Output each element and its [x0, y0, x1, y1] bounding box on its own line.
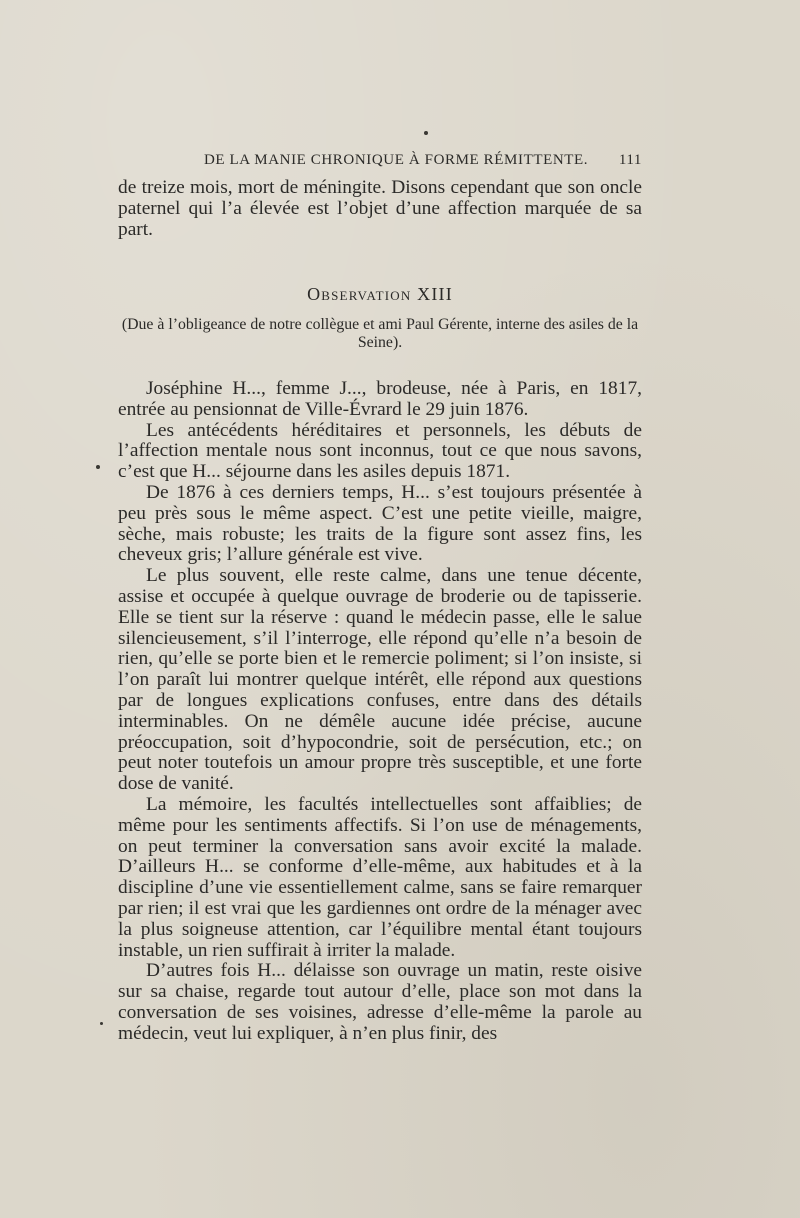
paper-speck	[100, 1022, 103, 1025]
body-text-block	[118, 379, 642, 1045]
page-number: 111	[618, 152, 642, 168]
running-head-title: DE LA MANIE CHRONIQUE À FORME RÉMITTENTE.	[204, 152, 589, 168]
paragraph: Les antécédents héréditaires et personnels, les débuts de l’affection mentale nous sont inconnus, tout ce que nous savons, c’est que H... séjourne dans les asiles depuis 1871.	[118, 419, 642, 483]
paragraph: Le plus souvent, elle reste calme, dans une tenue décente, assise et occupée à quelque ouvrage de broderie ou de tapisserie. Elle se tient sur la réserve : quand le médecin passe, elle le salue silencieusement, s’il l’interroge, elle répond qu’elle n’a besoin de rien, qu’elle se porte bien et le remercie poliment; si l’on insiste, si l’on paraît lui montrer quelque intérêt, elle répond aux questions par de longues explications confuses, entre dans des détails interminables. On ne démêle aucune idée précise, aucune préoccupation, soit d’hypocondrie, soit de persécution, etc.; on peut noter toutefois un amour propre très susceptible, et une forte dose de vanité.	[118, 565, 642, 795]
observation-note: (Due à l’obligeance de notre collègue et ami Paul Gérente, interne des asiles de la Seine).	[121, 316, 639, 351]
paper-speck	[424, 131, 428, 135]
paragraph: D’autres fois H... délaisse son ouvrage un matin, reste oisive sur sa chaise, regarde tout autour d’elle, place son mot dans la conversation de ses voisines, adresse d’elle-même la parole au médecin, veut lui expliquer, à n’en plus finir, des	[118, 960, 642, 1044]
paragraph: De 1876 à ces derniers temps, H... s’est toujours présentée à peu près sous le même aspect. C’est une petite vieille, maigre, sèche, mais robuste; les traits de la figure sont assez fins, les cheveux gris; l’allure générale est vive.	[118, 481, 642, 566]
paragraph: Joséphine H..., femme J..., brodeuse, née à Paris, en 1817, entrée au pensionnat de Ville-Évrard le 29 juin 1876.	[118, 378, 642, 420]
intro-text-block	[118, 178, 642, 240]
paragraph: de treize mois, mort de méningite. Disons cependant que son oncle paternel qui l’a élevée est l’objet d’une affection marquée de sa part.	[118, 177, 642, 240]
paper-speck	[96, 465, 100, 469]
paragraph: La mémoire, les facultés intellectuelles sont affaiblies; de même pour les sentiments affectifs. Si l’on use de ménagements, on peut terminer la conversation sans avoir excité la malade. D’ailleurs H... se conforme d’elle-même, aux habitudes et à la discipline d’une vie essentiellement calme, sans se faire remarquer par rien; il est vrai que les gardiennes ont ordre de la ménager avec la plus soigneuse attention, car l’équilibre mental étant toujours instable, un rien suffirait à irriter la malade.	[118, 793, 642, 961]
running-head	[118, 152, 642, 174]
observation-title: Observation XIII	[307, 284, 453, 304]
